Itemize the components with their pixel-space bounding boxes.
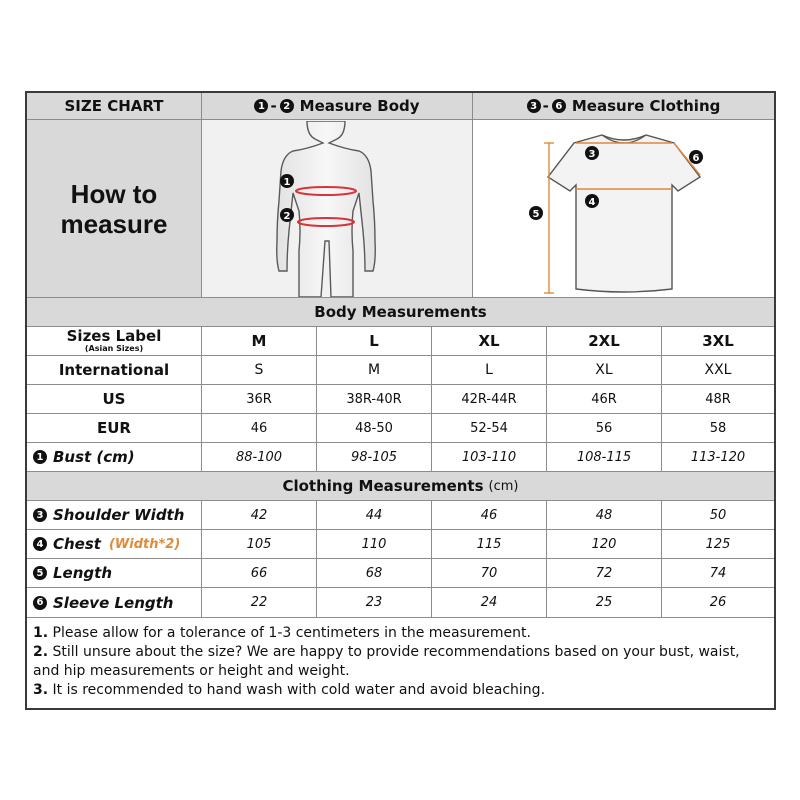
table-cell: 74 [709, 565, 727, 581]
eur-row [27, 414, 774, 443]
table-cell: 48R [705, 391, 731, 407]
table-cell: 88-100 [202, 443, 317, 471]
size-header: 3XL [702, 332, 734, 350]
table-cell: 66 [202, 559, 317, 587]
asian-sizes-note: (Asian Sizes) [84, 344, 144, 353]
body-measurements-title: Body Measurements [314, 303, 487, 321]
bust-row [27, 443, 774, 472]
table-cell: 46 [202, 414, 317, 442]
shirt-marker-3: 3 [588, 148, 596, 160]
table-cell: 38R-40R [317, 385, 432, 413]
note-item: 3. It is recommended to hand wash with cold water and avoid bleaching. [33, 682, 546, 698]
chest-width-note: (Width*2) [108, 536, 181, 552]
marker-6-icon: 6 [33, 596, 47, 610]
shirt-marker-4: 4 [588, 196, 596, 208]
table-cell: 25 [547, 588, 662, 617]
table-cell: 42R-44R [432, 385, 547, 413]
note-item: 1. Please allow for a tolerance of 1-3 centimeters in the measurement. [33, 625, 531, 641]
size-header: L [317, 327, 432, 355]
table-cell: 105 [202, 530, 317, 558]
size-header: XL [432, 327, 547, 355]
table-cell: 108-115 [547, 443, 662, 471]
body-marker-1: 1 [283, 176, 290, 188]
clothing-measurements-title-row [27, 472, 774, 501]
body-marker-2: 2 [283, 210, 290, 222]
sizes-label-row [27, 327, 774, 356]
marker-2-icon: 2 [280, 99, 294, 113]
clothing-unit: (cm) [488, 478, 519, 494]
shirt-marker-6: 6 [692, 152, 700, 164]
row-label: 5 Length [27, 559, 202, 587]
table-cell: 46R [547, 385, 662, 413]
international-row [27, 356, 774, 385]
size-chart-title: SIZE CHART [27, 93, 202, 119]
chest-row [27, 530, 774, 559]
header-row [27, 93, 774, 120]
row-label: US [27, 385, 202, 413]
shoulder-width-row [27, 501, 774, 530]
table-cell: XL [547, 356, 662, 384]
row-label: 4 Chest (Width*2) [27, 530, 202, 558]
marker-3-icon: 3 [527, 99, 541, 113]
marker-6-icon: 6 [552, 99, 566, 113]
table-cell: 42 [202, 501, 317, 529]
size-chart-sheet [25, 91, 776, 710]
marker-1-icon: 1 [33, 450, 47, 464]
row-label: EUR [27, 414, 202, 442]
measure-clothing-header: 3 - 6 Measure Clothing [473, 93, 774, 119]
body-measurements-title-row [27, 298, 774, 327]
table-cell: 72 [547, 559, 662, 587]
table-cell: 103-110 [432, 443, 547, 471]
table-cell: S [202, 356, 317, 384]
clothing-measurements-title: Clothing Measurements (cm) [282, 477, 519, 495]
shirt-marker-5: 5 [532, 208, 540, 220]
size-header: 2XL [547, 327, 662, 355]
table-cell: 22 [202, 588, 317, 617]
table-cell: 115 [432, 530, 547, 558]
table-cell: XXL [704, 362, 732, 378]
table-cell: 44 [317, 501, 432, 529]
table-cell: 46 [432, 501, 547, 529]
table-cell: 26 [709, 595, 727, 610]
table-cell: L [432, 356, 547, 384]
table-cell: 58 [709, 420, 727, 436]
table-cell: 68 [317, 559, 432, 587]
marker-3-icon: 3 [33, 508, 47, 522]
row-label: 3 Shoulder Width [27, 501, 202, 529]
body-figure [202, 120, 473, 297]
table-cell: 70 [432, 559, 547, 587]
row-label: International [27, 356, 202, 384]
table-cell: 23 [317, 588, 432, 617]
table-cell: 113-120 [690, 449, 746, 465]
table-cell: 48-50 [317, 414, 432, 442]
us-row [27, 385, 774, 414]
size-header: M [202, 327, 317, 355]
table-cell: 98-105 [317, 443, 432, 471]
sleeve-length-row [27, 588, 774, 618]
row-label: 1 Bust (cm) [27, 443, 202, 471]
table-cell: 24 [432, 588, 547, 617]
table-cell: 120 [547, 530, 662, 558]
notes [27, 618, 774, 700]
table-cell: 110 [317, 530, 432, 558]
marker-1-icon: 1 [254, 99, 268, 113]
table-cell: 52-54 [432, 414, 547, 442]
how-to-measure: How to measure [27, 120, 202, 297]
table-cell: 56 [547, 414, 662, 442]
shirt-figure [473, 120, 774, 297]
tshirt-icon [474, 121, 773, 297]
table-cell: 48 [547, 501, 662, 529]
table-cell: 125 [705, 536, 731, 552]
body-silhouette-icon [203, 121, 472, 297]
measure-body-header: 1 - 2 Measure Body [202, 93, 473, 119]
length-row [27, 559, 774, 588]
marker-4-icon: 4 [33, 537, 47, 551]
table-cell: M [317, 356, 432, 384]
table-cell: 50 [709, 507, 727, 523]
row-label: 6 Sleeve Length [27, 588, 202, 617]
note-item: 2. Still unsure about the size? We are happy to provide recommendations based on your bust, waist, and hip measurements or height and weight. [33, 644, 740, 679]
illustration-row [27, 120, 774, 298]
marker-5-icon: 5 [33, 566, 47, 580]
table-cell: 36R [202, 385, 317, 413]
sizes-label: Sizes Label (Asian Sizes) [27, 327, 202, 355]
